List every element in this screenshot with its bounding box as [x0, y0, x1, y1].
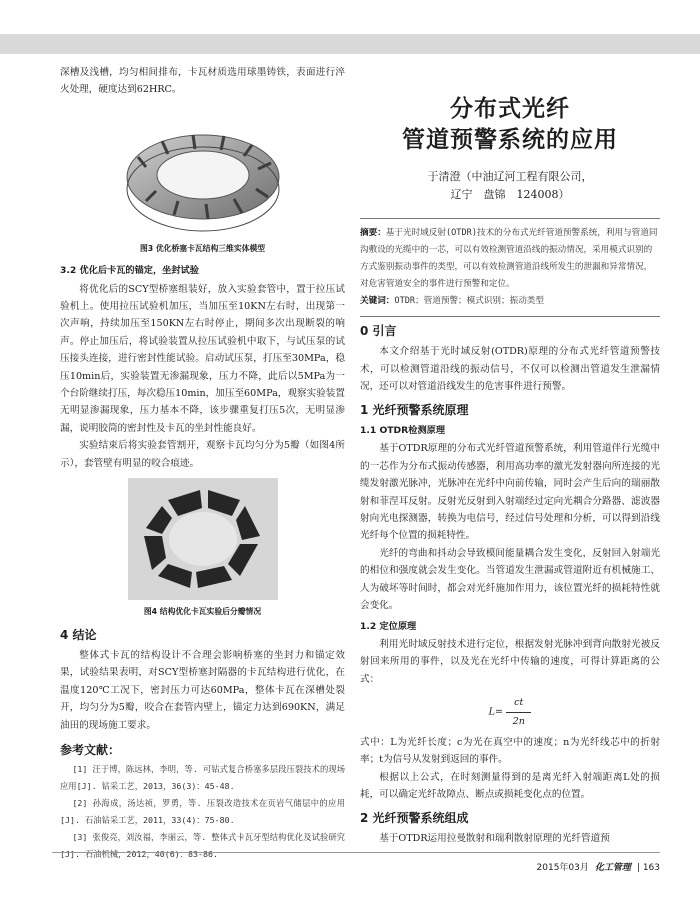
- title-line-1: 分布式光纤: [450, 96, 570, 122]
- section-1-1-heading: 1.1 OTDR检测原理: [360, 425, 446, 437]
- section-0-paragraph: 本文介绍基于光时域反射(OTDR)原理的分布式光纤管道预警技术，可以检测管道沿线的振动信号，不仅可以检测出管道发生泄漏情况，还可以对管道沿线发生的危害事件进行预警。: [360, 346, 660, 393]
- section-4-heading: 4 结论: [60, 627, 97, 642]
- section-2-paragraph: 基于OTDR运用拉曼散射和瑞利散射原理的光纤管道预: [379, 832, 610, 844]
- section-3-2-heading: 3.2 优化后卡瓦的锚定，坐封试验: [60, 265, 199, 277]
- author-line-1: 于清澄（中油辽河工程有限公司，: [427, 170, 593, 183]
- section-0-heading: 0 引言: [360, 324, 397, 338]
- footer-magazine: 化工管理: [594, 863, 631, 873]
- abstract-block: [360, 218, 660, 317]
- slip-ring-inner: [157, 151, 249, 199]
- reference-item: [1] 汪于博，陈远林，李明，等. 可钻式复合桥塞多层段压裂技术的现场应用[J]. 钻采工艺，2013，36(3)：45-48.: [60, 764, 345, 792]
- article-title: [360, 94, 660, 156]
- formula-fraction: [506, 694, 531, 730]
- section-1-1-paragraph-1: 基于OTDR原理的分布式光纤管道预警系统，利用管道伴行光缆中的一芯作为分布式振动传感器，利用高功率的激光发射器向所连接的光缆发射激光脉冲，光脉冲在光纤中向前传输，同时会产生后向的瑞丽散射和菲涅耳反射。反射光反射到入射端经过定向光耦合分路器、滤波器射向光电探测器，转换为电信号，经过信号处理和分析，可以得到沿线光纤每个位置的损耗特性。: [360, 443, 660, 542]
- abstract-text: 基于光时域反射(OTDR)技术的分布式光纤管道预警系统，利用与管道同沟敷设的光缆中的一芯，可以有效检测管道沿线的振动情况，采用模式识别的方式鉴别振动事件的类型，可以有效检测管道沿线所发生的泄漏和异常情况，对危害管道安全的事件进行预警和定位。: [360, 228, 658, 289]
- section-3-2-paragraph-1: 将优化后的SCY型桥塞组装好，放入实验套管中，置于拉压试验机上。使用拉压试验机加压，当加压至10KN左右时，出现第一次声响，持续加压至150KN左右时停止，期间多次出现断裂的响声。停止加压后，将试验装置从拉压试验机中取下，与试压泵的试压接头连接，进行密封性能试验。启动试压泵，打压至30MPa，稳压10min后，实验装置无渗漏现象，压力不降，此后以5MPa为一个台阶继续打压，每次稳压10min，加压至60MPa，观察实验装置无明显渗漏现象，压力基本不降，该步骤重复打压5次，无明显渗漏，说明胶筒的密封性及卡瓦的坐封性能良好。: [60, 283, 345, 434]
- page-footer: [537, 860, 660, 873]
- left-column: [60, 64, 345, 863]
- section-3-2-paragraph-2: 实验结束后将实验套管割开，观察卡瓦均匀分为5瓣（如图4所示），套管壁有明显的咬合痕迹。: [60, 440, 345, 469]
- right-column: [360, 64, 660, 847]
- footer-separator: |: [636, 863, 640, 873]
- section-1-heading: 1 光纤预警系统原理: [360, 402, 469, 417]
- keywords-text: OTDR；管道预警；模式识别；振动类型: [394, 296, 544, 306]
- header-band: [0, 34, 700, 54]
- intro-text: 深槽及浅槽，均匀相间排布，卡瓦材质选用球墨铸铁，表面进行淬火处理，硬度达到62HRC。: [60, 67, 345, 96]
- figure-4-caption: 图4 结构优化卡瓦实验后分瓣情况: [143, 607, 262, 617]
- section-1-2-heading: 1.2 定位原理: [360, 620, 417, 632]
- footer-page-number: 163: [642, 863, 660, 873]
- formula-numerator: ct: [506, 694, 531, 712]
- formula-denominator: 2n: [512, 715, 525, 727]
- section-1-1-paragraph-2: 光纤的弯曲和抖动会导致模间能量耦合发生变化，反射回入射端光的相位和强度就会发生变化。当管道发生泄漏或管道附近有机械施工、人为破坏等时间时，都会对光纤施加作用力，该位置光纤的损耗特性就会变化。: [360, 547, 660, 612]
- figure-3-caption: 图3 优化桥塞卡瓦结构三维实体模型: [139, 243, 266, 253]
- footer-rule: [52, 852, 660, 853]
- reference-item: [3] 张俊亮，刘汝福，李丽云，等. 整体式卡瓦牙型结构优化及试验研究[J]. 石油机械，2012，40(6)：83-86.: [60, 832, 345, 860]
- section-1-2-paragraph-2: 根据以上公式，在时刻测量得到的是离光纤入射端距离L处的损耗，可以确定光纤故障点、断点或损耗变化点的位置。: [360, 771, 660, 801]
- references-list: [60, 761, 345, 863]
- section-2-heading: 2 光纤预警系统组成: [360, 810, 469, 825]
- photo-center: [169, 512, 237, 566]
- reference-item: [2] 孙海成，汤达祯，罗勇，等. 压裂改造技术在页岩气储层中的应用[J]. 石油钻采工艺，2011，33(4)：75-80.: [60, 798, 345, 826]
- formula-lhs: L=: [488, 706, 504, 718]
- section-4-paragraph: 整体式卡瓦的结构设计不合理会影响桥塞的坐封力和锚定效果，试验结果表明，对SCY型桥塞封隔器的卡瓦结构进行优化，在温度120℃工况下，密封压力可达60MPa，整体卡瓦在深槽处裂开，均匀分为5瓣，咬合在套管内壁上，锚定力达到690KN，满足油田的现场施工要求。: [60, 649, 345, 731]
- figure-3-slip-model: [118, 105, 288, 237]
- figure-4-slip-segments: [128, 478, 278, 600]
- distance-formula: [360, 694, 660, 730]
- author-line-2: 辽宁 盘锦 124008）: [450, 188, 570, 201]
- footer-issue: 2015年03月: [536, 863, 589, 873]
- section-1-2-paragraph: 利用光时域反射技术进行定位，根据发射光脉冲到背向散射光被反射回来所用的事件，以及光在光纤中传输的速度，可得计算距离的公式：: [360, 638, 660, 685]
- references-heading: 参考文献：: [60, 742, 121, 757]
- formula-variable-definitions: 式中：L为光纤长度；c为光在真空中的速度；n为光纤线芯中的折射率；t为信号从发射到返回的事件。: [360, 736, 660, 766]
- keywords-label: 关键词：: [360, 296, 395, 306]
- author-affiliation: [360, 168, 660, 204]
- abstract-rule: [360, 316, 660, 317]
- abstract-label: 摘要：: [360, 228, 386, 238]
- title-line-2: 管道预警系统的应用: [402, 127, 618, 153]
